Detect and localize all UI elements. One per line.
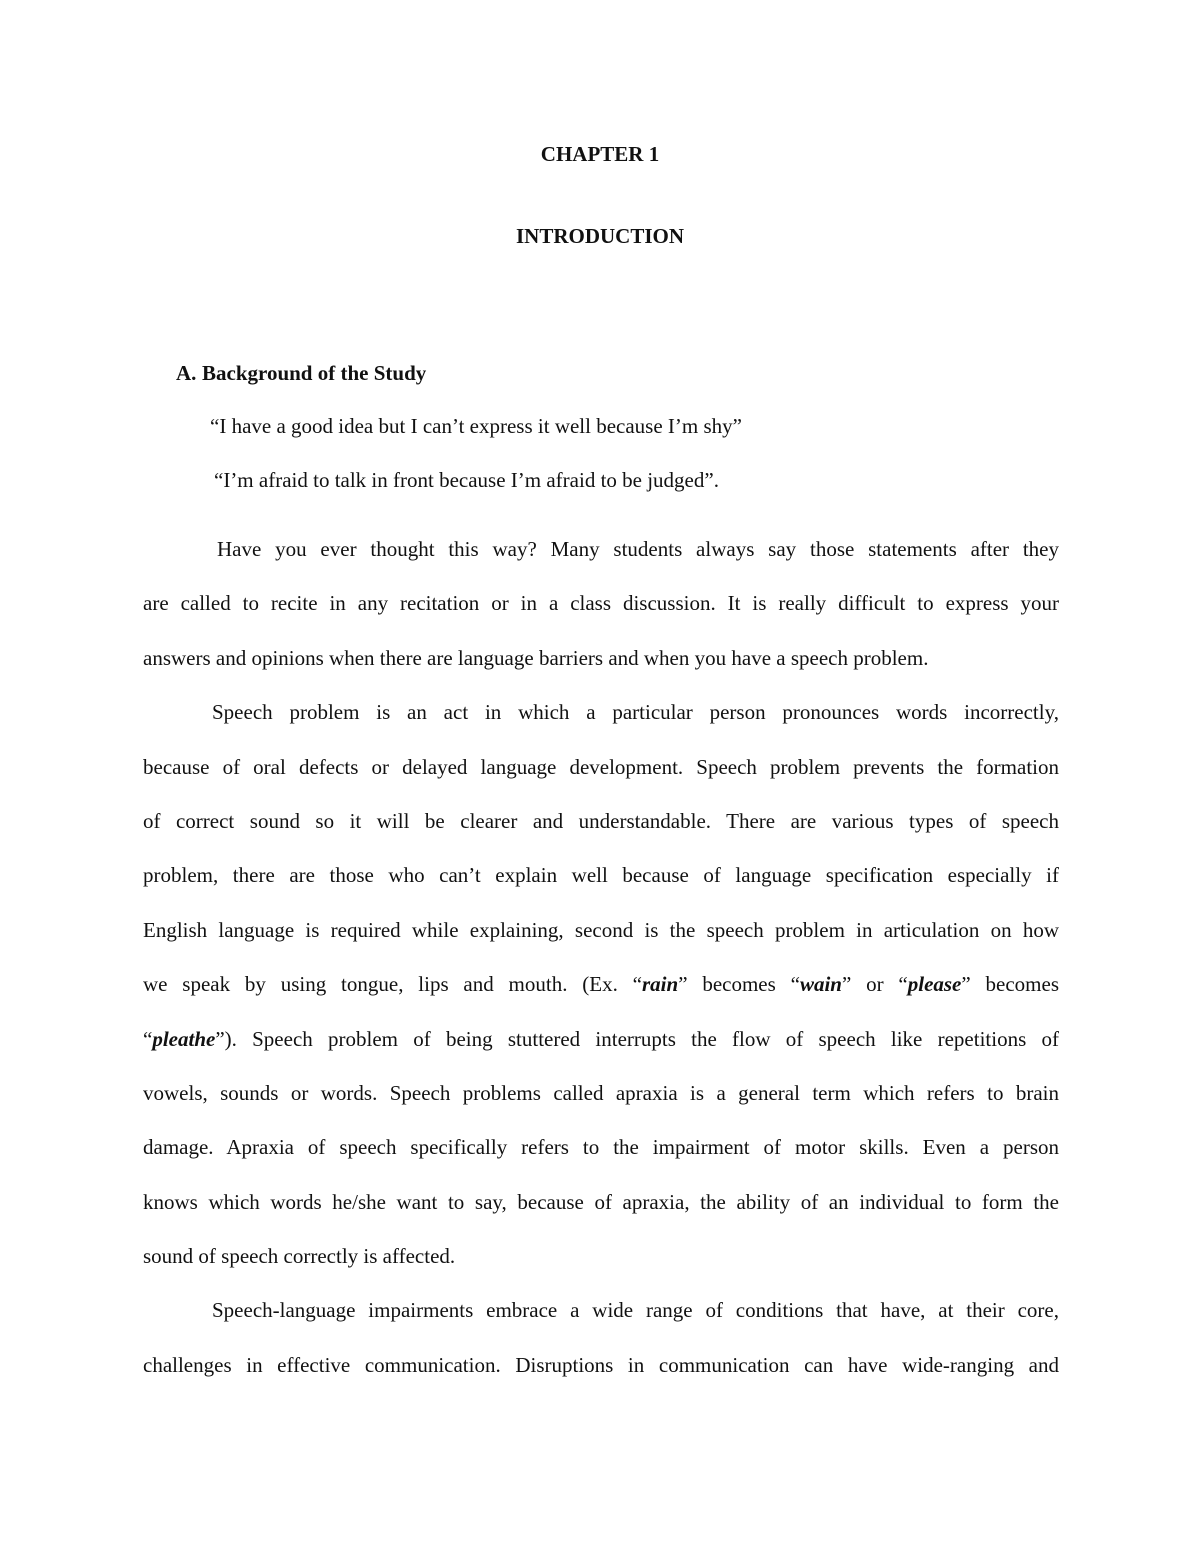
example-word-please: please [907, 972, 962, 997]
quote-2: “I’m afraid to talk in front because I’m afraid to be judged”. [214, 468, 719, 492]
paragraph-line-examples: “pleathe”). Speech problem of being stuttered interrupts the flow of speech like repetitions of [143, 1026, 1059, 1051]
example-word-pleathe: pleathe [152, 1026, 216, 1051]
heading-text: Background of the Study [202, 361, 427, 385]
paragraph-line: sound of speech correctly is affected. [143, 1244, 456, 1269]
paragraph-line: because of oral defects or delayed language development. Speech problem prevents the formation [143, 754, 1059, 779]
paragraph-1 [143, 522, 1059, 685]
paragraph-line: Have you ever thought this way? Many students always say those statements after they [217, 537, 1059, 561]
paragraph-line-examples: we speak by using tongue, lips and mouth. (Ex. “rain” becomes “wain” or “please” becomes [143, 972, 1059, 997]
paragraph-line: Speech problem is an act in which a particular person pronounces words incorrectly, [212, 700, 1059, 725]
example-word-rain: rain [642, 972, 679, 997]
paragraph-line: English language is required while explaining, second is the speech problem in articulation on how [143, 917, 1059, 942]
section-heading [176, 361, 426, 386]
heading-letter: A. [176, 361, 197, 385]
paragraph-line: are called to recite in any recitation or in a class discussion. It is really difficult to express your [143, 591, 1059, 616]
paragraph-line: answers and opinions when there are language barriers and when you have a speech problem. [143, 645, 929, 670]
paragraph-line: challenges in effective communication. Disruptions in communication can have wide-ranging and [143, 1352, 1059, 1377]
section-title: INTRODUCTION [515, 224, 685, 248]
paragraph-line: of correct sound so it will be clearer and understandable. There are various types of speech [143, 808, 1059, 833]
chapter-title: CHAPTER 1 [540, 142, 660, 166]
paragraph-2 [143, 685, 1059, 1283]
paragraph-line: Speech-language impairments embrace a wide range of conditions that have, at their core, [212, 1298, 1059, 1323]
paragraph-line: vowels, sounds or words. Speech problems called apraxia is a general term which refers to brain [143, 1080, 1059, 1105]
quote-1: “I have a good idea but I can’t express it well because I’m shy” [210, 414, 742, 438]
paragraph-line: knows which words he/she want to say, because of apraxia, the ability of an individual to form the [143, 1189, 1059, 1214]
paragraph-line: damage. Apraxia of speech specifically refers to the impairment of motor skills. Even a person [143, 1135, 1059, 1160]
body-text [143, 522, 1059, 1392]
example-word-wain: wain [799, 972, 842, 997]
paragraph-line: problem, there are those who can’t explain well because of language specification especially if [143, 863, 1059, 888]
paragraph-3 [143, 1283, 1059, 1392]
